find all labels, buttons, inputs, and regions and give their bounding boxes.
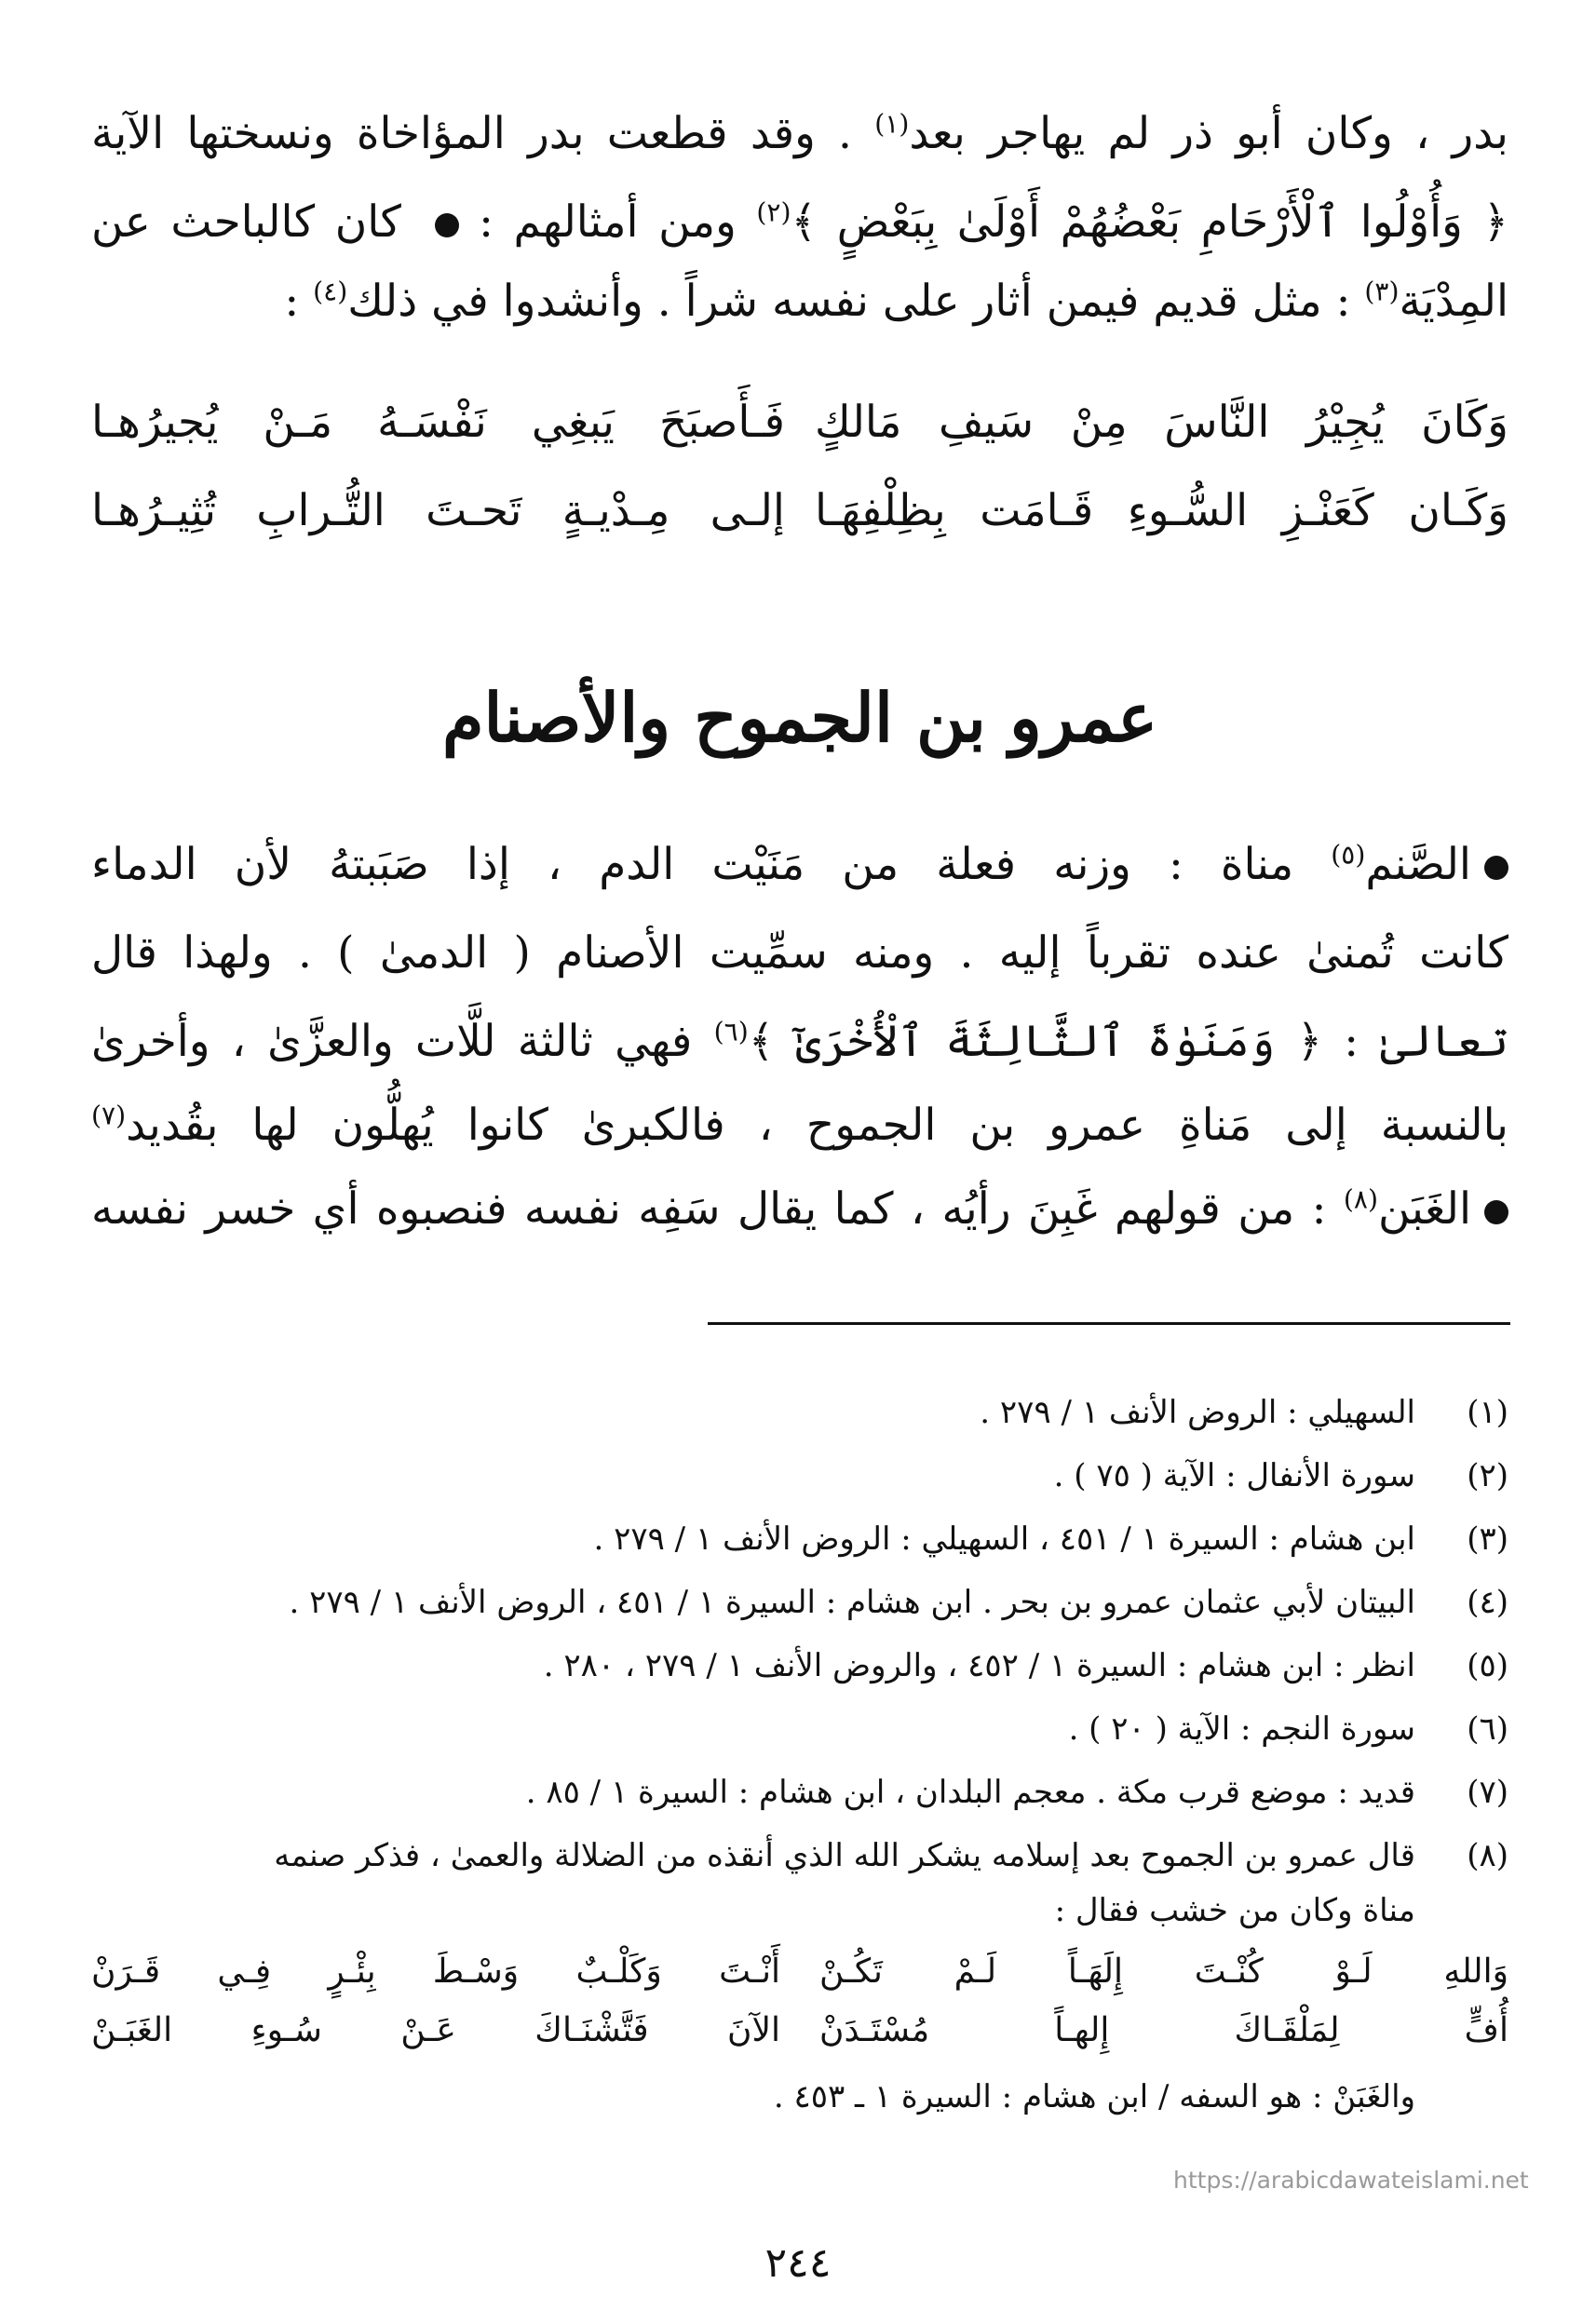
poem-hemistich-first: وَاللهِ لَـوْ كُنْـتَ إِلَهَـاً لَـمْ تَكُـنْ [819, 1952, 1508, 1991]
text-run: : مثل قديم فيمن أثار على نفسه شراً . وأنشدوا في ذلك [347, 276, 1365, 327]
footnote-number: (٦) [1467, 1710, 1508, 1748]
quran-verse: ﴿ وَأُوْلُوا ٱلْأَرْحَامِ بَعْضُهُمْ أَوْلَىٰ بِبَعْضٍ ﴾ [791, 196, 1508, 248]
quran-verse: تعالىٰ : ﴿ وَمَنَوٰةَ ٱلثَّالِثَةَ ٱلْأُخْرَىٰٓ ﴾ [748, 1016, 1508, 1067]
footnote-continuation: مناة وكان من خشب فقال : [1054, 1892, 1415, 1929]
footnote-text: قال عمرو بن الجموح بعد إسلامه يشكر الله الذي أنقذه من الضلالة والعمىٰ ، فذكر صنمه [274, 1837, 1415, 1874]
paragraph-line [91, 839, 1508, 890]
poem-hemistich-first: وَكَانَ يُجِيْرُ النَّاسَ مِنْ سَيفِ مَالكٍ [815, 397, 1508, 448]
footnote-ref[interactable]: (١) [874, 108, 910, 140]
footnote-ref[interactable]: (٢) [756, 196, 791, 228]
bullet-icon [1484, 1200, 1508, 1224]
page-number: ٢٤٤ [764, 2239, 832, 2287]
bullet-icon [1484, 856, 1508, 880]
footnote-ref[interactable]: (٤) [313, 276, 348, 307]
text-run: : [284, 276, 314, 327]
footnote-text: سورة الأنفال : الآية ( ٧٥ ) . [1053, 1457, 1415, 1494]
paragraph-line [91, 1100, 1508, 1151]
poem-hemistich-second: أَنْـتَ وَكَلْـبٌ وَسْـطَ بِئْـرٍ فِـي قَـرَنْ [91, 1952, 780, 1991]
paragraph-line [91, 108, 1509, 159]
footnote-text: سورة النجم : الآية ( ٢٠ ) . [1068, 1710, 1415, 1748]
footnote-ref[interactable]: (٨) [1343, 1183, 1378, 1215]
poem-hemistich-first: وَكَـان كَعَنْـزِ السُّـوءِ قَـامَت بِظِلْفِهَـا [815, 485, 1508, 536]
footnote-number: (٧) [1467, 1774, 1508, 1811]
text-run: فهي ثالثة للَّات والعزَّىٰ ، وأخرىٰ [91, 1016, 714, 1067]
paragraph-line [91, 1183, 1508, 1235]
paragraph-line [91, 276, 1508, 327]
poem-hemistich-second: الآنَ فَتَّشْنَـاكَ عَـنْ سُـوءِ الغَبَـنْ [91, 2011, 780, 2049]
footnote-text: السهيلي : الروض الأنف ١ / ٢٧٩ . [980, 1394, 1415, 1431]
footnote-number: (١) [1467, 1394, 1508, 1431]
text-run: مناة : وزنه فعلة من مَنَيْت الدم ، إذا صَبَبتهُ لأن الدماء [91, 839, 1332, 890]
footnote-ref[interactable]: (٦) [713, 1016, 749, 1047]
footnote-ref[interactable]: (٧) [91, 1100, 127, 1131]
footnote-separator [708, 1322, 1510, 1325]
footnote-text: ابن هشام : السيرة ١ / ٤٥١ ، السهيلي : الروض الأنف ١ / ٢٧٩ . [593, 1520, 1415, 1558]
footnote-ref[interactable]: (٥) [1331, 839, 1366, 871]
footnote-number: (٤) [1467, 1584, 1508, 1621]
footnote-number: (٣) [1467, 1520, 1508, 1558]
text-run: ومن أمثالهم : [458, 196, 757, 248]
poem-hemistich-first: أُفٍّ لِمَلْقَـاكَ إِلهـاً مُسْتَـدَنْ [819, 2011, 1508, 2049]
footnote-text: البيتان لأبي عثمان عمرو بن بحر . ابن هشام : السيرة ١ / ٤٥١ ، الروض الأنف ١ / ٢٧٩ . [289, 1584, 1415, 1621]
paragraph-line: كانت تُمنىٰ عنده تقرباً إليه . ومنه سمِّيت الأصنام ( الدمىٰ ) . ولهذا قال [91, 927, 1508, 979]
footnote-ref[interactable]: (٣) [1364, 276, 1400, 307]
poem-hemistich-second: إلـى مِـدْيـةٍ تَحـتَ التُّـرابِ تُثِيـرُهـا [91, 485, 785, 536]
bullet-icon [435, 213, 459, 237]
footnote-text: قديد : موضع قرب مكة . معجم البلدان ، ابن هشام : السيرة ١ / ٨٥ . [525, 1774, 1415, 1811]
paragraph-line [91, 196, 1508, 248]
text-run: كان كالباحث عن [91, 196, 422, 248]
glossary-term: الغَبَن [1377, 1183, 1471, 1235]
footnote-continuation: والغَبَنْ : هو السفه / ابن هشام : السيرة ١ ـ ٤٥٣ . [773, 2078, 1415, 2115]
footnote-number: (٨) [1467, 1837, 1508, 1874]
footnote-number: (٢) [1467, 1457, 1508, 1494]
text-run: بالنسبة إلى مَناةِ عمرو بن الجموح ، فالكبرىٰ كانوا يُهلُّون لها بقُديد [126, 1100, 1508, 1151]
glossary-term: المِدْيَة [1399, 276, 1508, 327]
text-run: : من قولهم غَبِنَ رأيُه ، كما يقال سَفِه نفسه فنصبوه أي خسر نفسه [91, 1183, 1344, 1235]
watermark: https://arabicdawateislami.net [1173, 2167, 1529, 2194]
footnote-text: انظر : ابن هشام : السيرة ١ / ٤٥٢ ، والروض الأنف ١ / ٢٧٩ ، ٢٨٠ . [543, 1647, 1415, 1684]
paragraph-line [91, 1016, 1508, 1067]
poem-hemistich-second: فَـأَصبَحَ يَبغِي نَفْسَـهُ مَـنْ يُجيرُهـا [91, 397, 785, 448]
text-run: . وقد قطعت بدر المؤاخاة ونسختها الآية [91, 108, 875, 159]
footnote-number: (٥) [1467, 1647, 1508, 1684]
text-run: بدر ، وكان أبو ذر لم يهاجر بعد [909, 108, 1509, 159]
glossary-term: الصَّنم [1365, 839, 1471, 890]
section-title: عمرو بن الجموح والأصنام [441, 678, 1158, 757]
